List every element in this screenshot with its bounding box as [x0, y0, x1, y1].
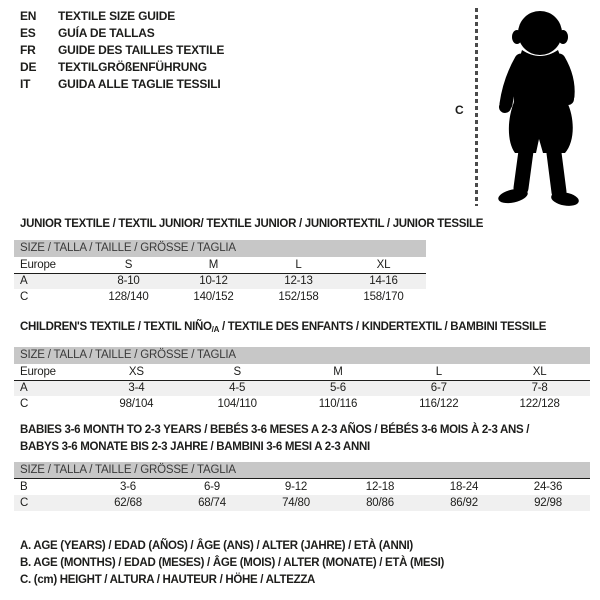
- table-row: [14, 289, 426, 305]
- size-cell: 86/92: [450, 497, 478, 509]
- footnote-age-years: A. AGE (YEARS) / EDAD (AÑOS) / ÂGE (ANS) / ALTER (JAHRE) / ETÀ (ANNI): [20, 540, 413, 552]
- size-cell: 152/158: [278, 291, 319, 303]
- guide-title: GUIDA ALLE TAGLIE TESSILI: [58, 77, 221, 91]
- row-label: C: [20, 398, 29, 410]
- guide-title: GUIDE DES TAILLES TEXTILE: [58, 43, 225, 57]
- guide-title: TEXTILGRÖßENFÜHRUNG: [58, 60, 207, 74]
- size-cell: 8-10: [117, 275, 140, 288]
- table-row: [14, 380, 590, 396]
- language-title-list: [20, 8, 224, 93]
- size-cell: 12-13: [284, 275, 313, 288]
- size-cell: 140/152: [193, 291, 234, 303]
- height-marker-label: C: [455, 103, 464, 117]
- size-cell: M: [171, 257, 256, 273]
- caption-subscript: /A: [211, 325, 220, 334]
- height-measure-dashed-line: [475, 8, 478, 206]
- row-label: B: [20, 481, 28, 493]
- table-row: [14, 495, 590, 511]
- size-cell: 5-6: [329, 382, 346, 395]
- size-cell: L: [388, 364, 489, 380]
- size-cell: 98/104: [119, 398, 154, 410]
- table-row: [14, 273, 426, 289]
- caption-text: CHILDREN'S TEXTILE / TEXTIL NIÑO: [20, 321, 212, 333]
- size-header-bar: SIZE / TALLA / TAILLE / GRÖSSE / TAGLIA: [14, 462, 590, 479]
- children-size-table: [14, 364, 590, 412]
- table-row: [14, 257, 426, 273]
- table-row: [14, 479, 590, 495]
- size-cell: 12-18: [365, 481, 395, 493]
- size-cell: XL: [489, 364, 590, 380]
- caption-text: JUNIOR TEXTILE / TEXTIL JUNIOR/ TEXTILE JUNIOR / JUNIORTEXTIL / JUNIOR TESSILE: [20, 218, 484, 230]
- size-cell: 74/80: [282, 497, 310, 509]
- children-table-caption: [20, 320, 546, 337]
- size-cell: S: [187, 364, 288, 380]
- size-cell: 6-7: [430, 382, 447, 395]
- size-header-bar: SIZE / TALLA / TAILLE / GRÖSSE / TAGLIA: [14, 347, 590, 364]
- toddler-silhouette-icon: [482, 6, 598, 208]
- list-item: [20, 8, 224, 25]
- babies-size-table: [14, 479, 590, 511]
- legend-footnotes: [20, 538, 444, 589]
- list-item: [20, 42, 224, 59]
- list-item: [20, 59, 224, 76]
- size-cell: 10-12: [199, 275, 228, 288]
- size-cell: 110/116: [318, 398, 358, 410]
- size-cell: 104/110: [217, 398, 257, 410]
- size-header-bar: SIZE / TALLA / TAILLE / GRÖSSE / TAGLIA: [14, 240, 426, 257]
- caption-text: BABIES 3-6 MONTH TO 2-3 YEARS / BEBÉS 3-6 MESES A 2-3 AÑOS / BÉBÉS 3-6 MOIS À 2-3 ANS /: [20, 424, 530, 436]
- size-cell: 158/170: [363, 291, 404, 303]
- junior-table-caption: [20, 217, 483, 234]
- language-code: EN: [20, 9, 37, 23]
- language-code: IT: [20, 77, 31, 91]
- row-label: C: [20, 497, 29, 509]
- size-cell: 122/128: [519, 398, 560, 410]
- size-cell: 62/68: [114, 497, 142, 509]
- language-code: DE: [20, 60, 37, 74]
- size-cell: 4-5: [229, 382, 246, 395]
- table-row: [14, 364, 590, 380]
- footnote-age-months: B. AGE (MONTHS) / EDAD (MESES) / ÂGE (MOIS) / ALTER (MONATE) / ETÀ (MESI): [20, 557, 445, 569]
- size-cell: 14-16: [369, 275, 398, 288]
- size-cell: 116/122: [419, 398, 459, 410]
- size-cell: 92/98: [534, 497, 562, 509]
- guide-title: GUÍA DE TALLAS: [58, 26, 155, 40]
- row-label: A: [20, 382, 28, 395]
- size-cell: L: [256, 257, 341, 273]
- size-cell: 68/74: [198, 497, 226, 509]
- size-cell: XS: [86, 364, 187, 380]
- size-cell: 80/86: [366, 497, 394, 509]
- row-label: Europe: [14, 364, 86, 380]
- junior-size-table: [14, 257, 426, 305]
- size-cell: 7-8: [531, 382, 548, 395]
- size-cell: 9-12: [284, 481, 308, 493]
- size-cell: 128/140: [108, 291, 149, 303]
- guide-title: TEXTILE SIZE GUIDE: [58, 9, 176, 23]
- size-cell: 6-9: [203, 481, 221, 493]
- caption-text: / TEXTILE DES ENFANTS / KINDERTEXTIL / BAMBINI TESSILE: [219, 321, 547, 333]
- footnote-height-cm: C. (cm) HEIGHT / ALTURA / HAUTEUR / HÖHE / ALTEZZA: [20, 574, 316, 586]
- row-label: C: [20, 291, 29, 303]
- size-cell: M: [288, 364, 389, 380]
- size-cell: S: [86, 257, 171, 273]
- row-label: A: [20, 275, 28, 288]
- size-cell: 3-4: [128, 382, 145, 395]
- list-item: [20, 25, 224, 42]
- table-row: [14, 396, 590, 412]
- size-cell: 3-6: [119, 481, 137, 493]
- babies-table-caption: [20, 423, 529, 455]
- size-cell: 24-36: [533, 481, 563, 493]
- language-code: ES: [20, 26, 36, 40]
- list-item: [20, 76, 224, 93]
- size-cell: XL: [341, 257, 426, 273]
- language-code: FR: [20, 43, 36, 57]
- caption-text: BABYS 3-6 MONATE BIS 2-3 JAHRE / BAMBINI 3-6 MESI A 2-3 ANNI: [20, 441, 370, 453]
- row-label: Europe: [14, 257, 86, 273]
- size-cell: 18-24: [449, 481, 479, 493]
